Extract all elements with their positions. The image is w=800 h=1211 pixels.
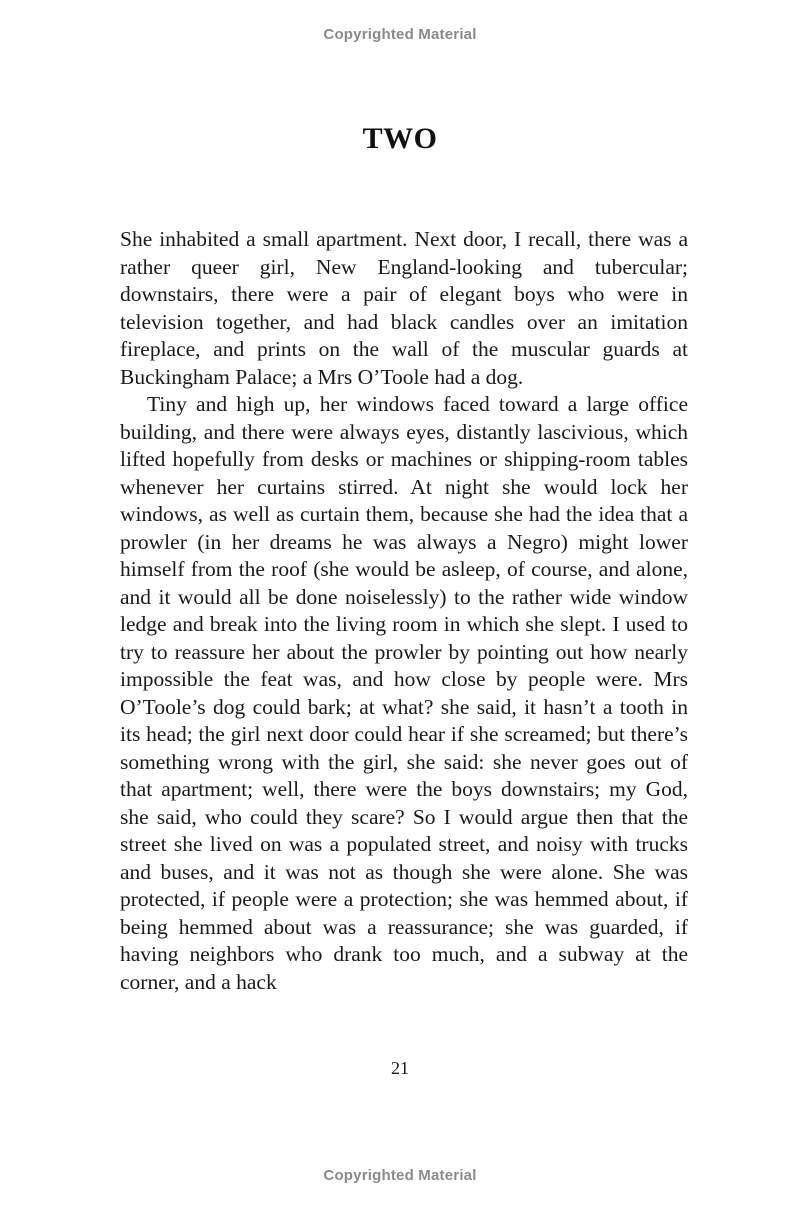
copyright-watermark-bottom: Copyrighted Material [323,1167,477,1184]
body-text [120,226,688,996]
paragraph: She inhabited a small apartment. Next door, I recall, there was a rather queer girl, New England-looking and tubercular; downstairs, there were a pair of elegant boys who were in television together, and had black candles over an imitation fireplace, and prints on the wall of the muscular guards at Buckingham Palace; a Mrs O’Toole had a dog. [120,227,688,389]
copyright-watermark-top: Copyrighted Material [323,26,477,43]
paragraph: Tiny and high up, her windows faced toward a large office building, and there were always eyes, distantly lascivious, which lifted hopefully from desks or machines or shipping-room tables whenever her curtains stirred. At night she would lock her windows, as well as curtain them, because she had the idea that a prowler (in her dreams he was always a Negro) might lower himself from the roof (she would be asleep, of course, and alone, and it would all be done noiselessly) to the rather wide window ledge and break into the living room in which she slept. I used to try to reassure her about the prowler by pointing out how nearly impossible the feat was, and how close by people were. Mrs O’Toole’s dog could bark; at what? she said, it hasn’t a tooth in its head; the girl next door could hear if she screamed; but there’s something wrong with the girl, she said: she never goes out of that apartment; well, there were the boys downstairs; my God, she said, who could they scare? So I would argue then that the street she lived on was a populated street, and noisy with trucks and buses, and it was not as though she were alone. She was protected, if people were a protection; she was hemmed about, if being hemmed about was a reassurance; she was guarded, if having neighbors who drank too much, and a subway at the corner, and a hack [120,392,688,994]
chapter-title: TWO [362,122,438,155]
page-number: 21 [391,1058,409,1078]
